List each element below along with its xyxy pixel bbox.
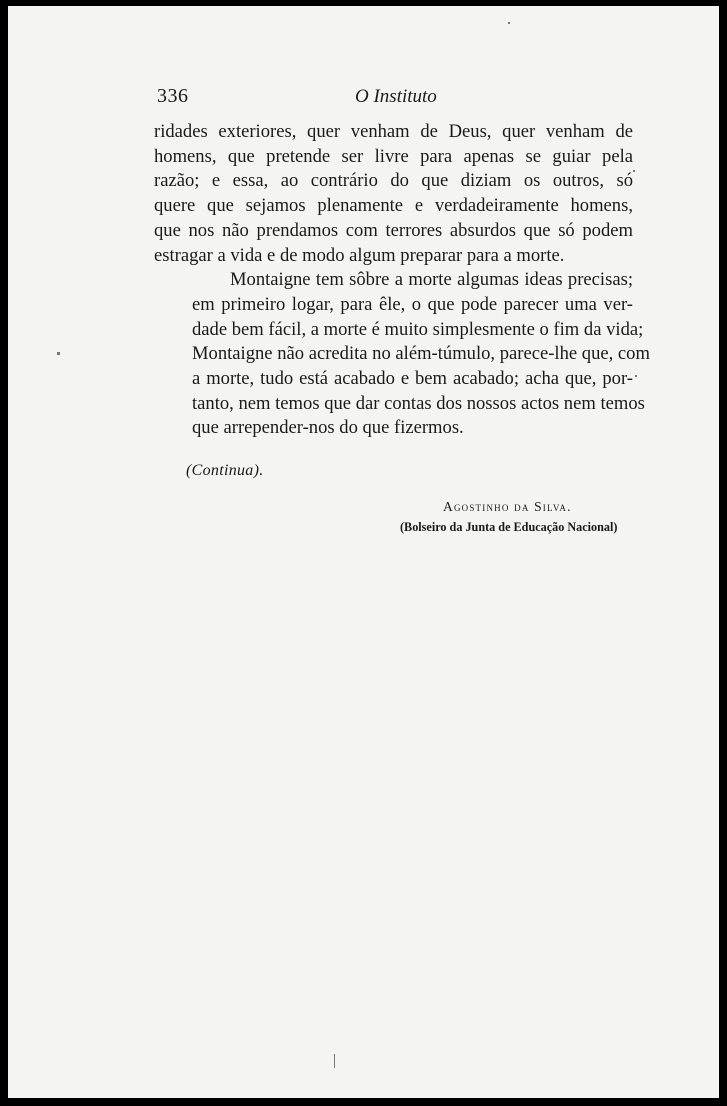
text-line: Montaigne tem sôbre a morte algumas ideas precisas; xyxy=(230,269,633,291)
page-number: 336 xyxy=(157,85,189,107)
text-line: estragar a vida e de modo algum preparar para a morte. xyxy=(154,244,565,266)
text-line: homens, que pretende ser livre para apenas se guiar pela xyxy=(154,145,633,167)
continuation-note: (Continua). xyxy=(186,462,264,479)
scan-speck xyxy=(633,170,635,172)
text-line: ridades exteriores, quer venham de Deus, quer venham de xyxy=(154,121,633,142)
text-line: Montaigne não acredita no além-túmulo, parece-lhe que, com xyxy=(192,343,650,365)
running-title: O Instituto xyxy=(355,86,437,107)
author-signature: Agostinho da Silva. xyxy=(443,499,572,514)
scan-speck xyxy=(57,352,60,355)
scan-speck xyxy=(334,1054,335,1068)
text-line: a morte, tudo está acabado e bem acabado; acha que, por- xyxy=(192,368,633,390)
paragraph-2 xyxy=(154,268,650,441)
text-line: que arrepender-nos do que fizermos. xyxy=(192,417,464,439)
text-line: em primeiro logar, para êle, o que pode parecer uma ver- xyxy=(192,293,633,315)
body-text xyxy=(154,120,650,441)
scan-speck xyxy=(508,22,510,24)
text-line: que nos não prendamos com terrores absurdos que só podem xyxy=(154,219,633,241)
paragraph-1 xyxy=(154,120,633,268)
scan-speck xyxy=(635,375,637,377)
text-line: dade bem fácil, a morte é muito simplesmente o fim da vida; xyxy=(192,318,644,340)
text-line: razão; e essa, ao contrário do que diziam os outros, só xyxy=(154,170,633,192)
text-line: tanto, nem temos que dar contas dos nossos actos nem temos xyxy=(192,392,645,414)
text-line: quere que sejamos plenamente e verdadeiramente homens, xyxy=(154,195,633,217)
author-affiliation: (Bolseiro da Junta de Educação Nacional) xyxy=(400,520,618,534)
document-page xyxy=(8,6,719,1098)
